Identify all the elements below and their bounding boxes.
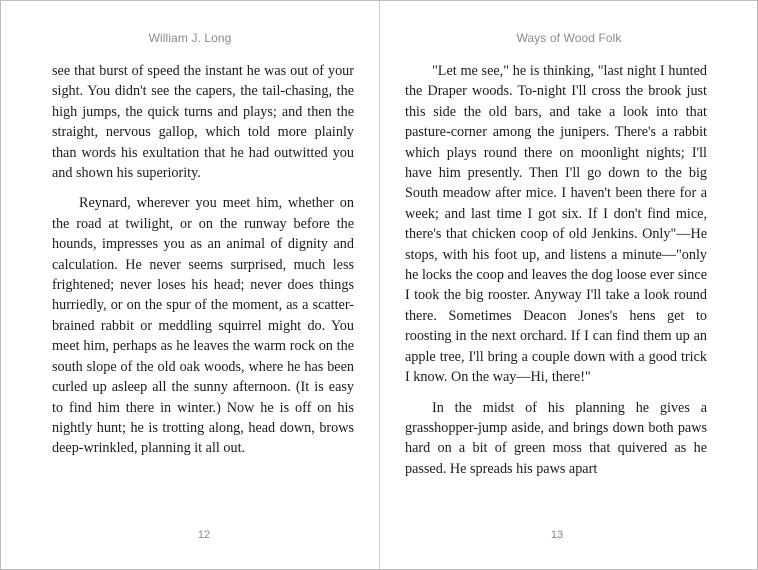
left-page[interactable]	[1, 1, 355, 569]
paragraph: see that burst of speed the instant he was out of your sight. You didn't see the capers, the tail-chasing, the high jumps, the quick turns and plays; and then the straight, nervous gallop, which told more plainly than words his exultation that he had outwitted you and shown his superiority.	[52, 63, 354, 182]
right-page-text	[405, 61, 707, 489]
running-head-title: Ways of Wood Folk	[516, 31, 622, 45]
paragraph: "Let me see," he is thinking, "last night I hunted the Draper woods. To-night I'll cross the brook just this side the old bars, and take a look into that pasture-corner among the junipers. There's a rabbit which plays round there on moonlight nights; I'll have him presently. Then I'll go down to the big South meadow after mice. I haven't been there for a week; and last time I got six. If I don't find mice, there's that chicken coop of old Jenkins. Only"—He stops, with his foot up, and listens a minute—"only he locks the coop and leaves the dog loose ever since I took the big rooster. Anyway I'll take a look round there. Sometimes Deacon Jones's hens get to roosting in the next orchard. If I can find them up an apple tree, I'll bring a couple down with a good trick I know. On the way—Hi, there!"	[405, 63, 707, 386]
paragraph: In the midst of his planning he gives a grasshopper-jump aside, and brings down both paws hard on a bit of green moss that quivered as he passed. He spreads his paws apart	[405, 399, 707, 477]
left-page-text	[52, 61, 354, 469]
right-page[interactable]	[380, 1, 734, 569]
running-head-author: William J. Long	[148, 31, 232, 45]
page-number: 13	[550, 529, 564, 541]
paragraph: Reynard, wherever you meet him, whether on the road at twilight, or on the runway before the hounds, impresses you as an animal of dignity and calculation. He never seems surprised, much less frightened; never loses his head; never does things hurriedly, or on the spur of the moment, as a scatter-brained rabbit or meddling squirrel might do. You meet him, perhaps as he leaves the warm rock on the south slope of the old oak woods, where he has been curled up asleep all the sunny afternoon. (It is easy to find him there in winter.) Now he is off on his nightly hunt; he is trotting along, head down, brows deep-wrinkled, planning it all out.	[52, 195, 354, 457]
page-number: 12	[197, 529, 211, 541]
